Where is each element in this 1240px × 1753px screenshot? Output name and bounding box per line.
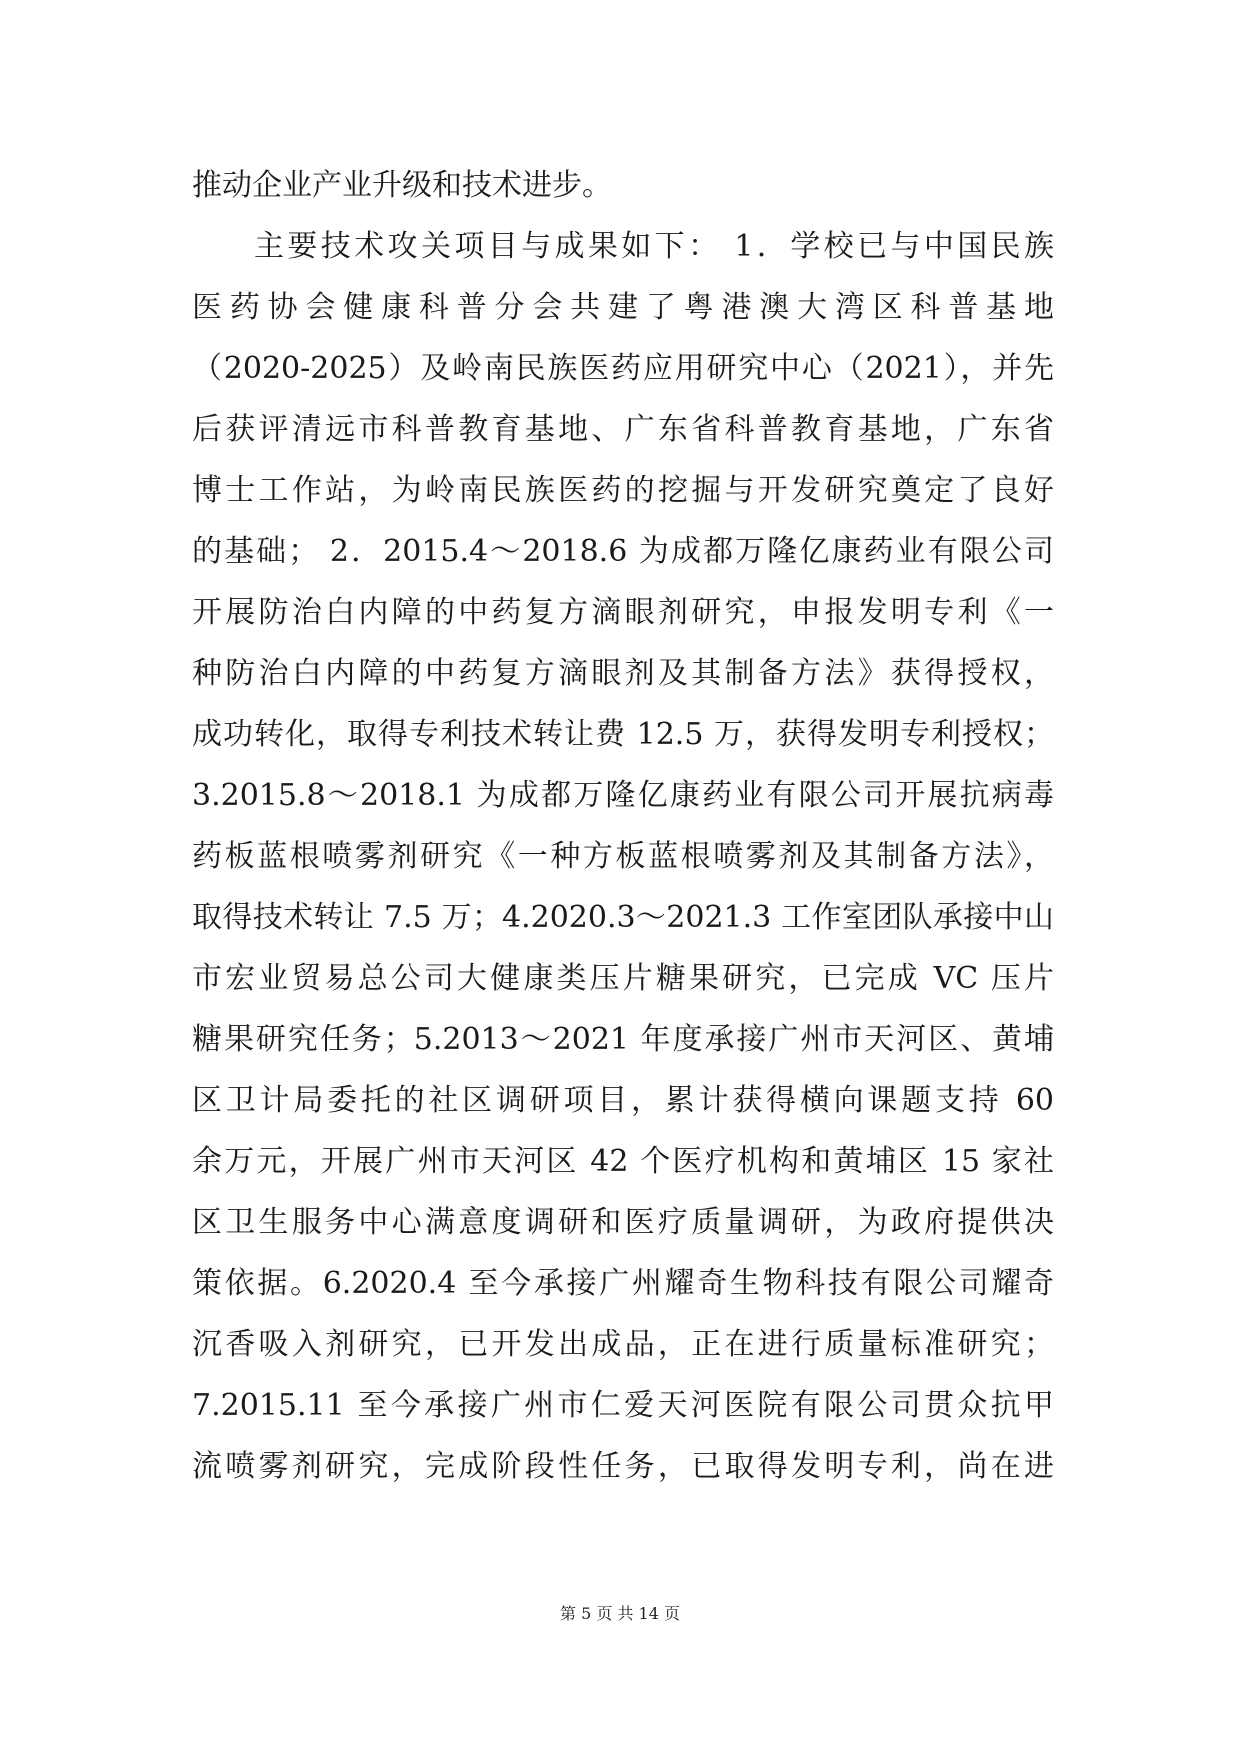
text-line: 余万元，开展广州市天河区 42 个医疗机构和黄埔区 15 家社 — [192, 1144, 1054, 1179]
text-line: 开展防治白内障的中药复方滴眼剂研究，申报发明专利《一 — [192, 595, 1054, 630]
text-line: 成功转化，取得专利技术转让费 12.5 万，获得发明专利授权； — [192, 717, 1054, 752]
text-line: 的基础； 2．2015.4～2018.6 为成都万隆亿康药业有限公司 — [192, 534, 1054, 569]
text-line: 博士工作站，为岭南民族医药的挖掘与开发研究奠定了良好 — [192, 473, 1054, 508]
text-line: 3.2015.8～2018.1 为成都万隆亿康药业有限公司开展抗病毒 — [192, 778, 1054, 813]
text-line: 后获评清远市科普教育基地、广东省科普教育基地，广东省 — [192, 412, 1054, 447]
text-line: 药板蓝根喷雾剂研究《一种方板蓝根喷雾剂及其制备方法》， — [192, 839, 1054, 874]
text-line: 区卫计局委托的社区调研项目，累计获得横向课题支持 60 — [192, 1083, 1054, 1118]
text-line: 推动企业产业升级和技术进步。 — [192, 168, 612, 203]
text-line: 医药协会健康科普分会共建了粤港澳大湾区科普基地 — [192, 290, 1054, 325]
text-line: 取得技术转让 7.5 万；4.2020.3～2021.3 工作室团队承接中山 — [192, 900, 1054, 935]
text-line: 主要技术攻关项目与成果如下： 1．学校已与中国民族 — [254, 229, 1054, 264]
text-line: 种防治白内障的中药复方滴眼剂及其制备方法》获得授权， — [192, 656, 1054, 691]
text-line: 区卫生服务中心满意度调研和医疗质量调研，为政府提供决 — [192, 1205, 1054, 1240]
text-line: 糖果研究任务；5.2013～2021 年度承接广州市天河区、黄埔 — [192, 1022, 1054, 1057]
text-line: （2020-2025）及岭南民族医药应用研究中心（2021），并先 — [192, 351, 1054, 386]
text-line: 策依据。6.2020.4 至今承接广州耀奇生物科技有限公司耀奇 — [192, 1266, 1054, 1301]
page-number-footer: 第 5 页 共 14 页 — [560, 1604, 680, 1623]
text-line: 沉香吸入剂研究，已开发出成品，正在进行质量标准研究； — [192, 1327, 1054, 1362]
text-line: 市宏业贸易总公司大健康类压片糖果研究，已完成 VC 压片 — [192, 961, 1054, 996]
body-text — [192, 155, 1054, 1497]
text-line: 7.2015.11 至今承接广州市仁爱天河医院有限公司贯众抗甲 — [192, 1388, 1054, 1423]
text-line: 流喷雾剂研究，完成阶段性任务，已取得发明专利，尚在进 — [192, 1449, 1054, 1484]
